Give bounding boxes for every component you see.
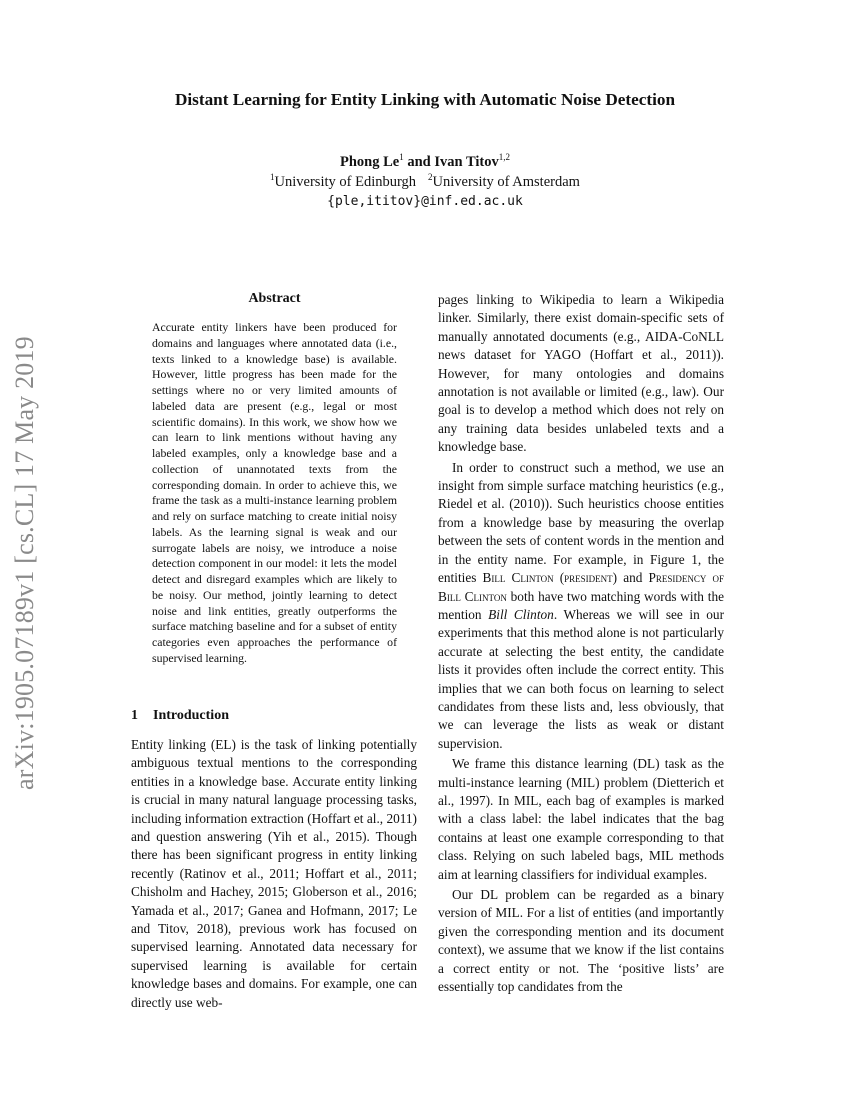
paragraph-text: In order to construct such a method, we use an insight from simple surface matching heuristics (e.g., Riedel et al. (2010)). Such heuristics choose entities from a knowledge base by measuring the overlap between the sets of content words in the mention and in the entity name. For example, in Figure 1, the entities — [438, 459, 724, 586]
paper-title: Distant Learning for Entity Linking with Automatic Noise Detection — [174, 90, 676, 109]
contact-email — [100, 193, 750, 210]
entity-name: Presidency of Bill Clinton — [438, 570, 724, 604]
section-number: 1 — [131, 708, 138, 723]
abstract-body: Accurate entity linkers have been produced for domains and languages where annotated data (i.e., texts linked to a knowledge base) is available. However, little progress has been made for the settings where no or very limited amounts of labeled data are present (e.g., legal or most scientific domains). In this work, we show how we can learn to link mentions without having any labeled examples, only a knowledge base and a collection of unannotated texts from the corresponding domain. In order to achieve this, we frame the task as a multi-instance learning problem and rely on surface matching to create initial noisy labels. As the learning signal is weak and our surrogate labels are noisy, we introduce a noise detection component in our model: it lets the model detect and disregard examples which are likely to be noisy. Our method, jointly learning to detect noise and link entities, greatly outperforms the surface matching baseline and for a subset of entity categories even approaches the performance of supervised learning. — [152, 320, 397, 665]
intro-paragraph-4: Our DL problem can be regarded as a binary version of MIL. For a list of entities (and importantly given the corresponding mention and its document context), we assume that we know if the list contains a correct entity or not. The ‘positive lists’ are essentially top candidates from the — [438, 887, 724, 995]
entity-name: Bill Clinton (president) — [482, 570, 618, 586]
author-affiliation-mark: 1,2 — [498, 152, 510, 163]
right-column — [438, 291, 724, 996]
paragraph-text: both have two matching words with the mention — [438, 588, 724, 622]
author-name: Phong Le — [340, 154, 400, 170]
intro-paragraph-continued: pages linking to Wikipedia to learn a Wikipedia linker. Similarly, there exist domain-specific sets of manually annotated documents (e.g., AIDA-CoNLL news dataset for YAGO (Hoffart et al., 2011)). However, for many ontologies and domains annotation is not available or limited (e.g., law). Our goal is to develop a method which does not rely on any training data besides unlabeled texts and a knowledge base. — [438, 292, 724, 455]
email-address: {ple,ititov}@inf.ed.ac.uk — [327, 194, 523, 209]
affiliation-line — [100, 174, 750, 191]
intro-paragraph-3: We frame this distance learning (DL) task as the multi-instance learning (MIL) problem (Dietterich et al., 1997). In MIL, each bag of examples is marked with a class label: the label indicates that the bag contains at least one example corresponding to that class. Relying on such labeled bags, MIL methods aim at learning classifiers for individual examples. — [438, 756, 724, 882]
arxiv-identifier-stamp: arXiv:1905.07189v1 [cs.CL] 17 May 2019 — [10, 336, 39, 790]
section-heading-introduction — [131, 708, 229, 724]
affiliation-mark: 1 — [270, 172, 275, 183]
intro-paragraph-1: Entity linking (EL) is the task of linking potentially ambiguous textual mentions to the corresponding entities in a knowledge base. Accurate entity linking is crucial in many natural language processing tasks, including information extraction (Hoffart et al., 2011) and question answering (Yih et al., 2015). Though there has been significant progress in entity linking recently (Ratinov et al., 2011; Hoffart et al., 2011; Chisholm and Hachey, 2015; Globerson et al., 2016; Yamada et al., 2017; Ganea and Hofmann, 2017; Le and Titov, 2018), previous work has focused on supervised learning. Annotated data necessary for supervised learning is available for certain knowledge bases and domains. For example, one can directly use web- — [131, 737, 417, 1010]
author-affiliation-mark: 1 — [399, 152, 404, 163]
affiliation-mark: 2 — [428, 172, 433, 183]
author-conjunction: and — [407, 154, 431, 170]
mention-text: Bill Clinton — [488, 606, 554, 622]
section-title: Introduction — [153, 708, 229, 723]
abstract-heading: Abstract — [248, 291, 301, 306]
author-name: Ivan Titov — [434, 154, 499, 170]
paragraph-text: and — [623, 570, 643, 586]
author-line — [100, 154, 750, 171]
intro-paragraph-2 — [438, 459, 724, 754]
affiliation-name: University of Edinburgh — [274, 174, 417, 190]
affiliation-name: University of Amsterdam — [432, 174, 580, 190]
paragraph-text: . Whereas we will see in our experiments that this method alone is not particularly accurate at selecting the best entity, the candidate lists it provides often include the correct entity. This implies that we can both focus on learning to select candidates from these lists and, less obviously, that we can leverage the lists as weak or distant supervision. — [438, 606, 724, 751]
